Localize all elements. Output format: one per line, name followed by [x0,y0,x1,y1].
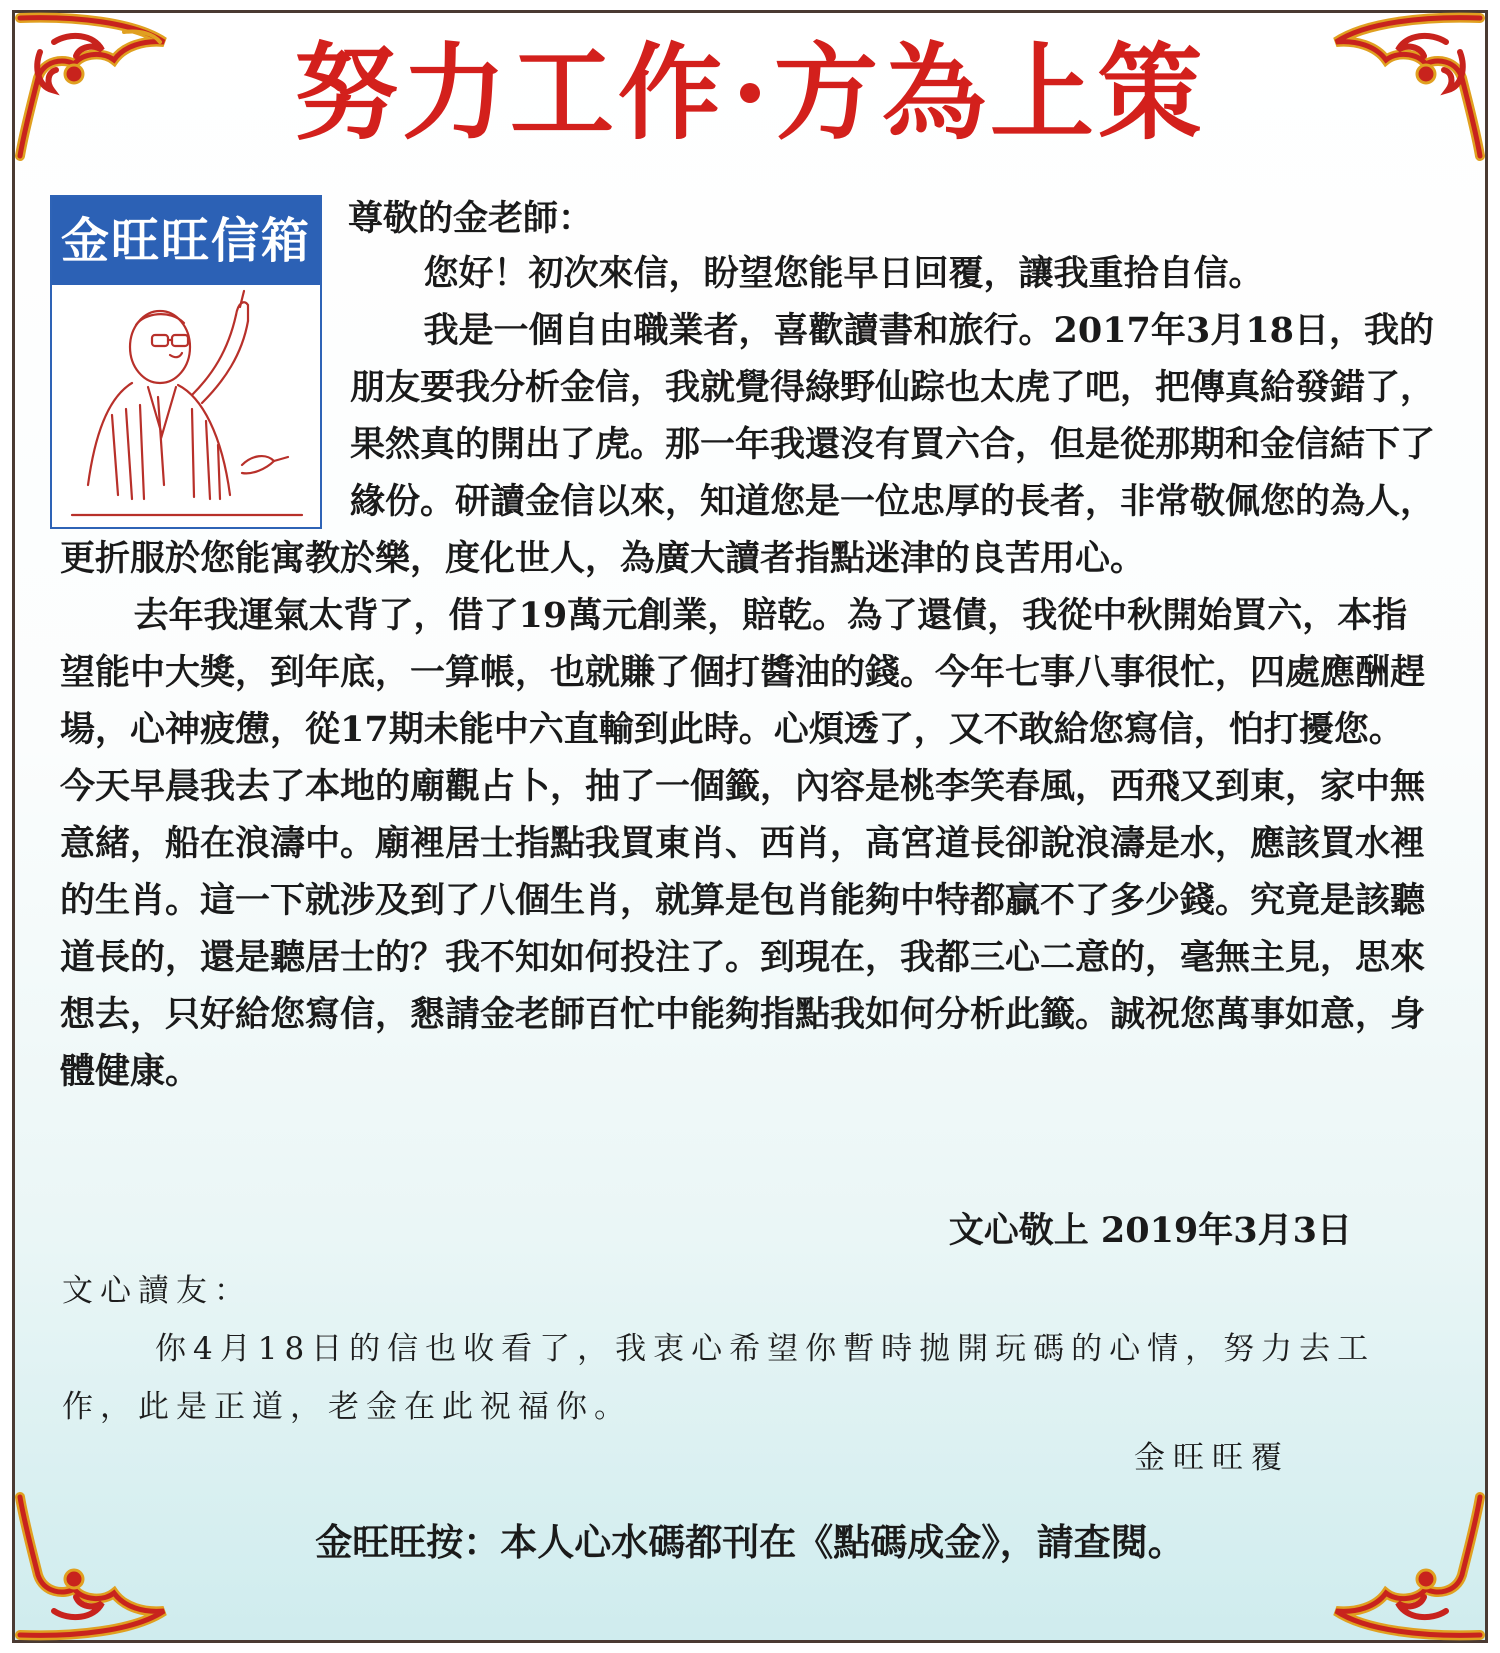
column-logo-label: 金旺旺信箱 [52,197,320,285]
letter-paragraph-1: 您好！初次來信，盼望您能早日回覆，讓我重拾自信。 [423,253,1264,294]
letter-body [60,188,1438,1100]
letter-paragraph-3: 去年我運氣太背了，借了19萬元創業，賠乾。為了還債，我從中秋開始買六，本指望能中大獎，到年底，一算帳，也就賺了個打醬油的錢。今年七事八事很忙，四處應酬趕場，心神疲憊，從17期未能中六直輸到此時。心煩透了，又不敢給您寫信，怕打擾您。今天早晨我去了本地的廟觀占卜，抽了一個籤，內容是桃李笑春風，西飛又到東，家中無意緒，船在浪濤中。廟裡居士指點我買東肖、西肖，高宮道長卻說浪濤是水，應該買水裡的生肖。這一下就涉及到了八個生肖，就算是包肖能夠中特都贏不了多少錢。究竟是該聽道長的，還是聽居士的？我不知如何投注了。到現在，我都三心二意的，毫無主見，思來想去，只好給您寫信，懇請金老師百忙中能夠指點我如何分析此籤。誠祝您萬事如意，身體健康。 [60,595,1426,1092]
headline-right: 方為上策 [774,31,1207,154]
headline [0,28,1500,158]
headline-left: 努力工作 [293,31,726,154]
footer-note: 金旺旺按：本人心水碼都刊在《點碼成金》，請查閱。 [315,1521,1185,1564]
reply-signature: 金旺旺覆 [1134,1440,1290,1476]
logo-spacer [60,188,350,530]
letter-salutation: 尊敬的金老師： [348,198,594,239]
bullet-dot-icon [740,83,760,103]
reply-section [62,1262,1422,1436]
letter-signature: 文心敬上 2019年3月3日 [948,1210,1352,1251]
reply-salutation: 文心讀友： [62,1273,252,1309]
letter-paragraph-2: 我是一個自由職業者，喜歡讀書和旅行。2017年3月18日，我的朋友要我分析金信，我就覺得綠野仙踪也太虎了吧，把傳真給發錯了，果然真的開出了虎。那一年我還沒有買六合，但是從那期和金信結下了緣份。研讀金信以來，知道您是一位忠厚的長者，非常敬佩您的為人，更折服於您能寓教於樂，度化世人，為廣大讀者指點迷津的良苦用心。 [60,310,1436,579]
reply-body: 你4月18日的信也收看了，我衷心希望你暫時拋開玩碼的心情，努力去工作，此是正道，老金在此祝福你。 [62,1331,1376,1425]
